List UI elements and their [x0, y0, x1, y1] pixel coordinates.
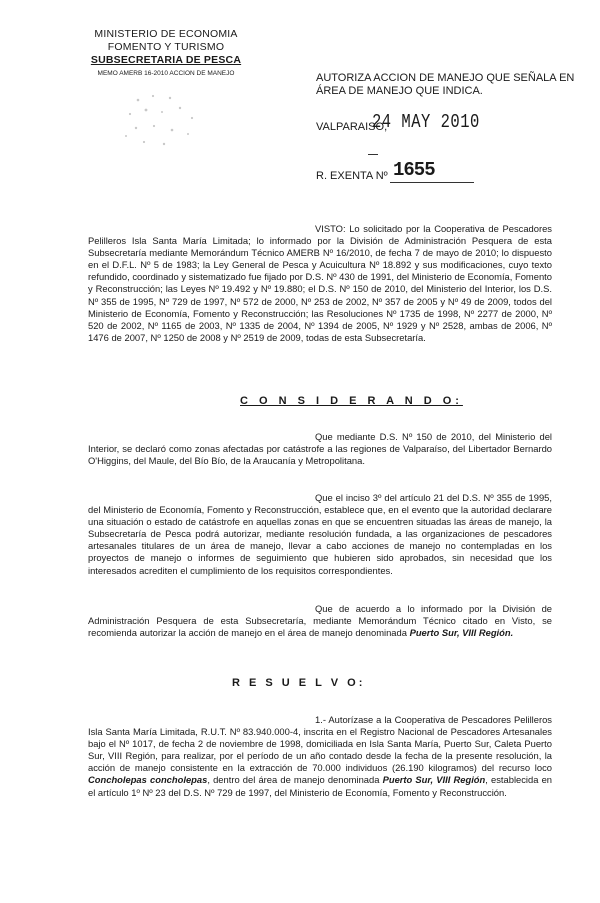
place-label: VALPARAISO, [316, 121, 388, 133]
letterhead [66, 28, 266, 80]
resolution-underline [390, 182, 474, 183]
considerando-3-area: Puerto Sur, VIII Región. [409, 627, 514, 639]
resuelvo-1-text-b: , dentro del área de manejo denominada [207, 774, 380, 786]
resolution-subject: AUTORIZA ACCION DE MANEJO QUE SEÑALA EN ÁREA DE MANEJO QUE INDICA. [316, 72, 575, 97]
date-stamp: 24 MAY 2010 [372, 110, 480, 134]
letterhead-ministry: MINISTERIO DE ECONOMIA [94, 28, 238, 40]
resolution-number: 1655 [393, 159, 435, 181]
resuelvo-1-area: Puerto Sur, VIII Región [382, 774, 486, 786]
considerando-3-text: Que de acuerdo a lo informado por la División de Administración Pesquera de esta Subsecretaría, mediante Memorándum Técnico citado en Visto, se recomienda autorizar la acción de manejo en el área de manejo denominada [88, 603, 552, 639]
short-dash [368, 154, 378, 155]
considerando-3 [88, 603, 552, 639]
resolution-label: R. EXENTA Nº [316, 170, 388, 182]
considerando-heading: C O N S I D E R A N D O: [240, 395, 463, 407]
resuelvo-1-species: Concholepas concholepas [88, 774, 208, 786]
faded-seal-stamp [118, 88, 208, 150]
resuelvo-1-text-a: 1.- Autorízase a la Cooperativa de Pescadores Pelilleros Isla Santa María Limitada, R.U.T. Nº 83.940.000-4, inscrita en el Registro Nacional de Pescadores Artesanales bajo el Nº 1017, de fecha 2 de noviembre de 1998, domiciliada en Isla Santa María, Puerto Sur, Caleta Puerto Sur, VIII Región, para realizar, por el período de un año contado desde la fecha de la presente resolución, la acción de manejo consistente en la extracción de 70.000 individuos (26.190 kilogramos) del recurso loco [88, 714, 552, 774]
visto-paragraph: VISTO: Lo solicitado por la Cooperativa de Pescadores Pelilleros Isla Santa María Limitada; lo informado por la División de Administración Pesquera de esta Subsecretaría mediante Memorándum Técnico AMERB Nº 16/2010, de fecha 7 de mayo de 2010; lo dispuesto en el D.F.L. Nº 5 de 1983; la Ley General de Pesca y Acuicultura Nº 18.892 y sus modificaciones, cuyo texto refundido, coordinado y sistematizado fue fijado por D.S. Nº 430 de 1991, del Ministerio de Economía, Fomento y Reconstrucción; las Leyes Nº 19.492 y Nº 19.880; el D.S. Nº 150 de 2010, del Ministerio del Interior, los D.S. Nº 355 de 1995, Nº 729 de 1997, Nº 572 de 2000, Nº 253 de 2002, Nº 357 de 2005 y Nº 49 de 2009, todos del Ministerio de Economía, Fomento y Reconstrucción; las Resoluciones Nº 1735 de 1998, Nº 2277 de 2000, Nº 520 de 2002, Nº 1165 de 2003, Nº 1335 de 2004, Nº 1394 de 2005, Nº 1929 y Nº 2528, ambas de 2006, Nº 1476 de 2007, Nº 1250 de 2008 y Nº 2519 de 2009, todas de esta Subsecretaría. [88, 223, 552, 343]
resuelvo-1 [88, 714, 552, 799]
considerando-1: Que mediante D.S. Nº 150 de 2010, del Ministerio del Interior, se declaró como zonas afectadas por catástrofe a las regiones de Valparaíso, del Libertador Bernardo O'Higgins, del Maule, del Bío Bío, de la Araucanía y Metropolitana. [88, 431, 552, 467]
resuelvo-heading: R E S U E L V O: [232, 677, 366, 689]
resuelvo-1-text-c: , establecida en el artículo 1º Nº 23 del D.S. Nº 729 de 1997, del Ministerio de Economía, Fomento y Reconstrucción. [88, 774, 553, 798]
letterhead-fomento: FOMENTO Y TURISMO [107, 41, 225, 53]
letterhead-memo: MEMO AMERB 16-2010 ACCION DE MANEJO [97, 70, 235, 77]
letterhead-subsecretaria: SUBSECRETARIA DE PESCA [90, 54, 242, 66]
considerando-2: Que el inciso 3º del artículo 21 del D.S. Nº 355 de 1995, del Ministerio de Economía, Fomento y Reconstrucción, establece que, en el evento que la autoridad declarare una situación o estado de catástrofe en aquellas zonas en que se encuentren situadas las áreas de manejo, la Subsecretaría de Pesca podrá autorizar, mediante resolución fundada, a las organizaciones de pescadores artesanales titulares de un área de manejo, llevar a cabo acciones de manejo no contempladas en los proyectos de manejo o informes de seguimiento que hubieren sido aprobados, sin necesidad que los interesados acrediten el cumplimiento de los requisitos correspondientes. [88, 492, 552, 576]
